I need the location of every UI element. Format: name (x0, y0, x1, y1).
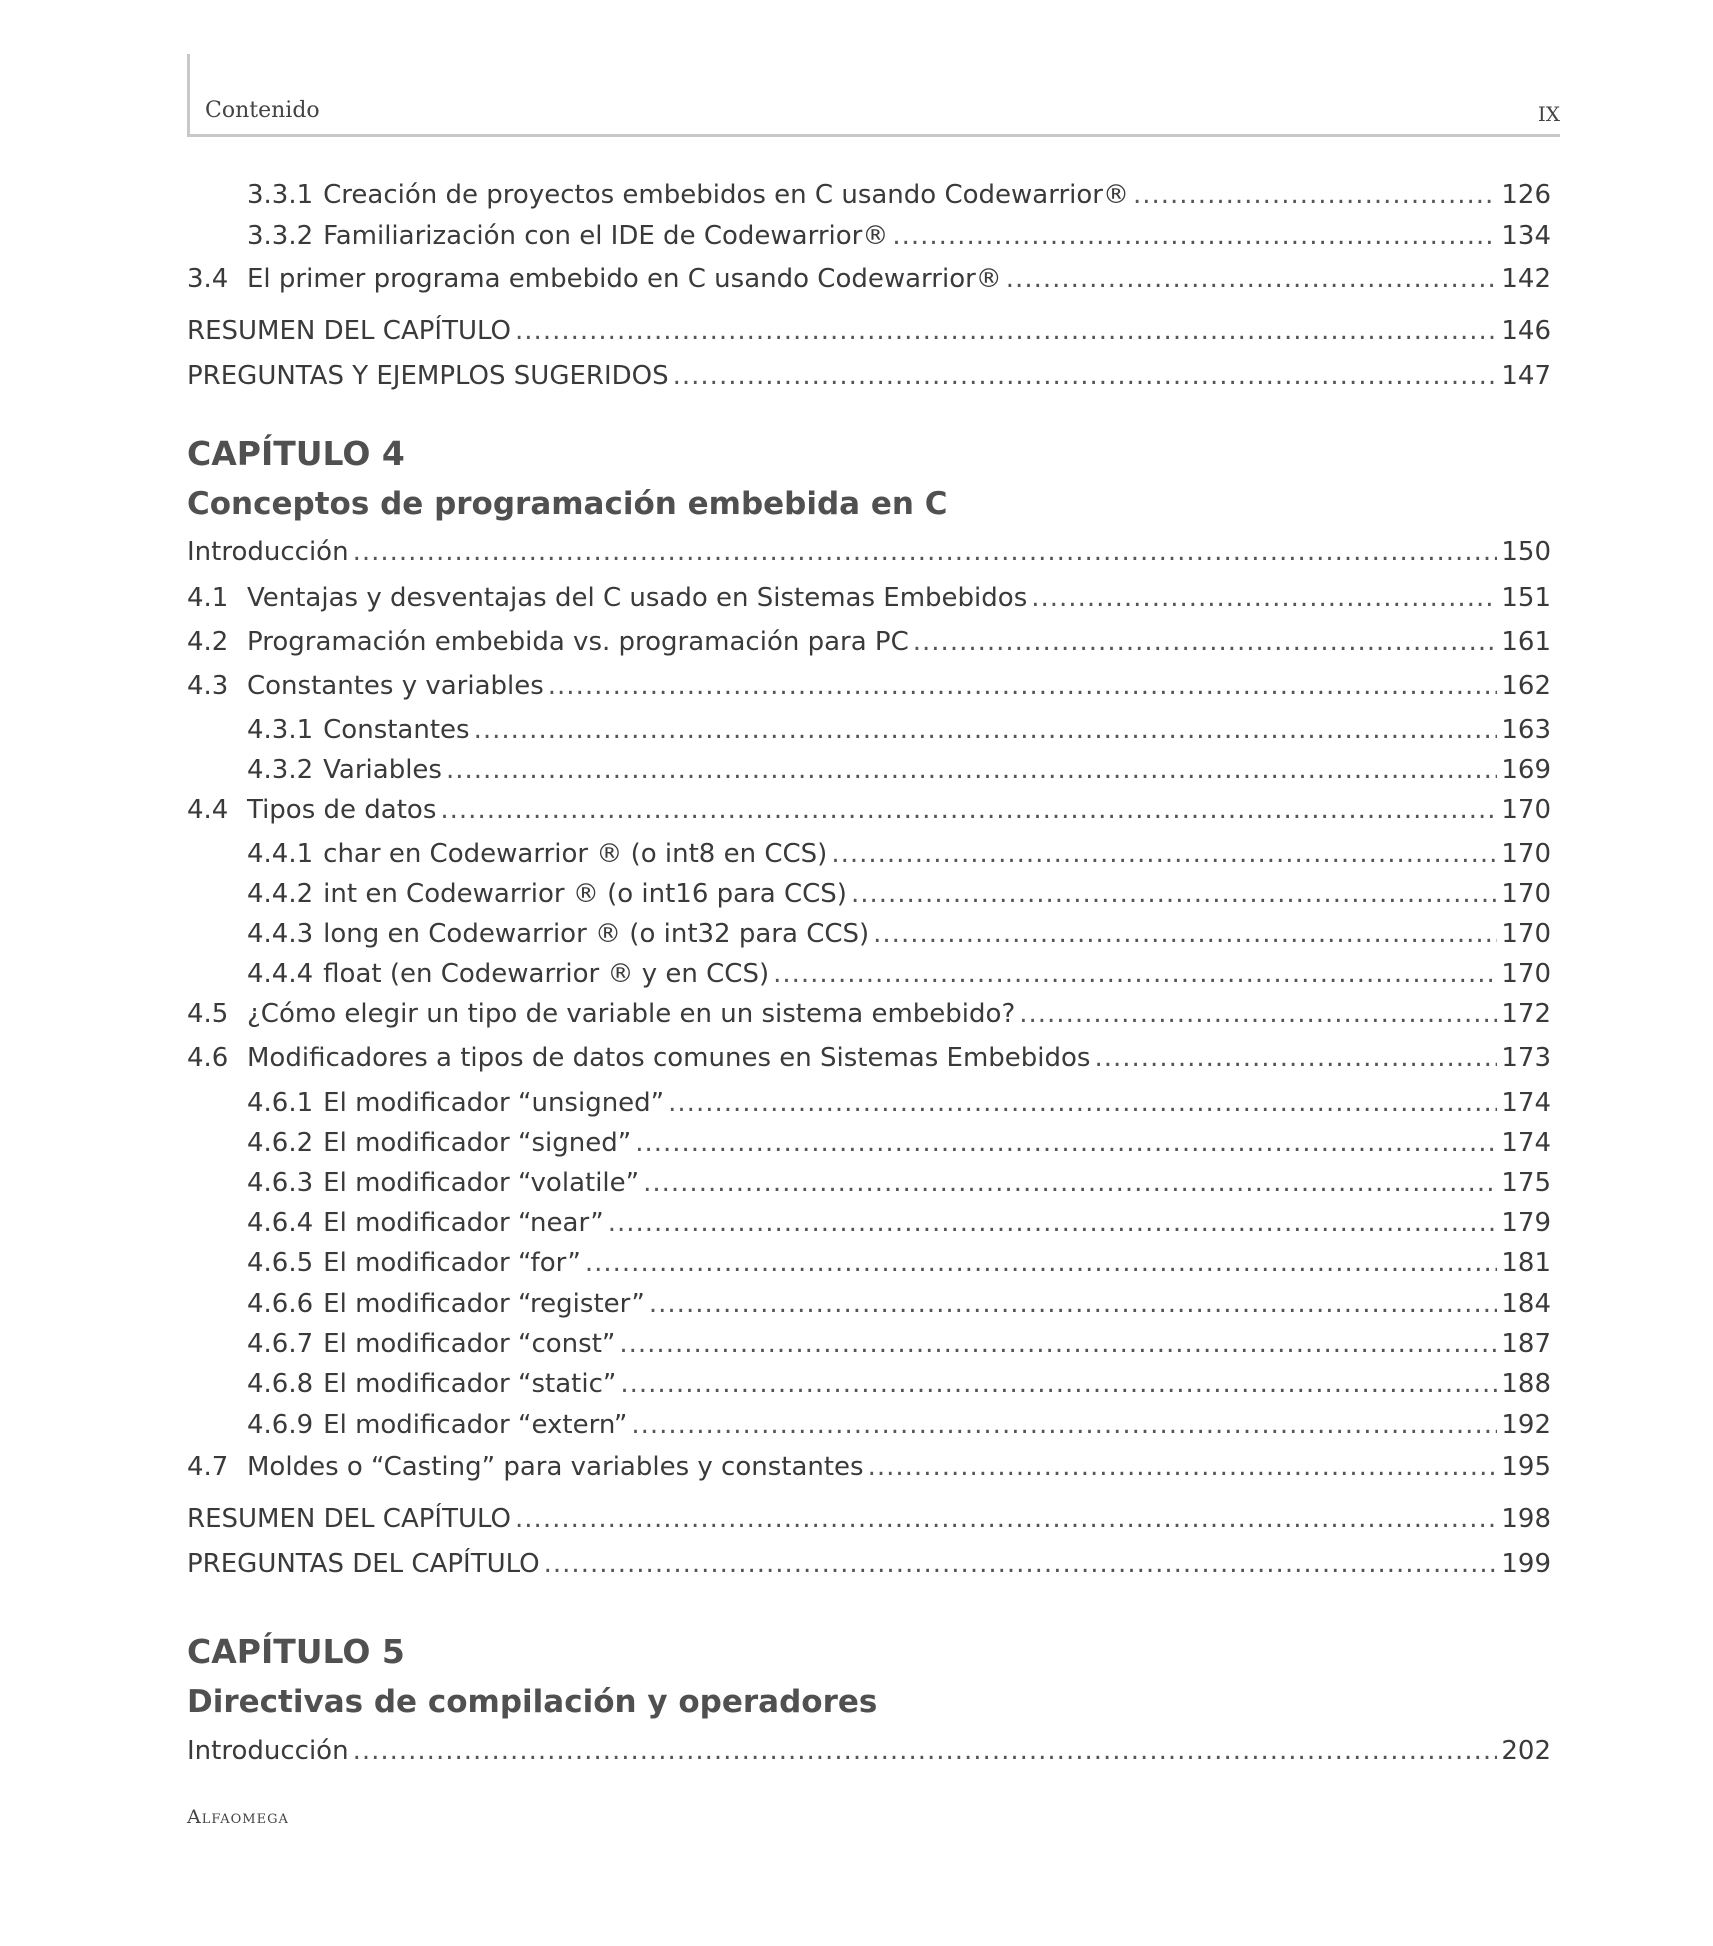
header-vertical-rule (187, 54, 190, 136)
toc-title: PREGUNTAS DEL CAPÍTULO (187, 1549, 540, 1579)
toc-entry[interactable] (247, 837, 1551, 871)
toc-number: 3.3.1 (247, 180, 314, 210)
toc-number: 4.4.2 (247, 879, 314, 909)
toc-title: Modificadores a tipos de datos comunes en Sistemas Embebidos (247, 1043, 1091, 1073)
toc-page: 126 (1501, 180, 1551, 210)
toc-page: 163 (1501, 715, 1551, 745)
toc-leader-dots (635, 1126, 1497, 1160)
toc-leader-dots (474, 713, 1497, 747)
toc-page: 195 (1501, 1452, 1551, 1482)
toc-leader-dots (1133, 178, 1497, 212)
toc-title: Introducción (187, 1736, 349, 1766)
toc-entry[interactable] (247, 753, 1551, 787)
toc-number: 4.6.4 (247, 1208, 314, 1238)
toc-page: 147 (1501, 361, 1551, 391)
toc-entry[interactable] (187, 1734, 1551, 1768)
toc-title: ¿Cómo elegir un tipo de variable en un sistema embebido? (247, 999, 1016, 1029)
toc-leader-dots (620, 1367, 1497, 1401)
toc-entry[interactable] (247, 1327, 1551, 1361)
toc-title: Constantes y variables (247, 671, 544, 701)
toc-leader-dots (619, 1327, 1497, 1361)
toc-number: 3.4 (187, 264, 229, 294)
toc-entry[interactable] (187, 793, 1551, 827)
toc-number: 4.6.9 (247, 1410, 314, 1440)
toc-title: El modificador “volatile” (323, 1168, 640, 1198)
toc-entry[interactable] (187, 1450, 1551, 1484)
toc-entry[interactable] (247, 1287, 1551, 1321)
toc-page: 161 (1501, 627, 1551, 657)
toc-number: 4.3.2 (247, 755, 314, 785)
chapter-5-label: CAPÍTULO 5 (187, 1632, 405, 1671)
toc-leader-dots (1031, 581, 1497, 615)
toc-title: char en Codewarrior ® (o int8 en CCS) (323, 839, 828, 869)
toc-entry[interactable] (187, 1547, 1551, 1581)
toc-page: 181 (1501, 1248, 1551, 1278)
toc-title: El modificador “extern” (323, 1410, 628, 1440)
chapter-4-label: CAPÍTULO 4 (187, 434, 405, 473)
toc-leader-dots (673, 359, 1497, 393)
toc-title: El modificador “unsigned” (323, 1088, 665, 1118)
toc-title: El modificador “near” (323, 1208, 604, 1238)
toc-leader-dots (851, 877, 1497, 911)
toc-title: Moldes o “Casting” para variables y constantes (247, 1452, 864, 1482)
toc-page: 151 (1501, 583, 1551, 613)
toc-number: 4.6.8 (247, 1369, 314, 1399)
toc-number: 4.4.3 (247, 919, 314, 949)
toc-page: 170 (1501, 879, 1551, 909)
header-title: Contenido (205, 98, 320, 123)
toc-leader-dots (643, 1166, 1497, 1200)
toc-leader-dots (1094, 1041, 1497, 1075)
toc-title: RESUMEN DEL CAPÍTULO (187, 316, 512, 346)
toc-number: 4.6.3 (247, 1168, 314, 1198)
toc-title: Introducción (187, 537, 349, 567)
toc-leader-dots (831, 837, 1497, 871)
toc-number: 4.6.7 (247, 1329, 314, 1359)
toc-number: 4.7 (187, 1452, 229, 1482)
toc-entry[interactable] (187, 314, 1551, 348)
toc-title: long en Codewarrior ® (o int32 para CCS) (323, 919, 870, 949)
toc-page: 199 (1501, 1549, 1551, 1579)
toc-title: float (en Codewarrior ® y en CCS) (323, 959, 770, 989)
toc-page: 169 (1501, 755, 1551, 785)
toc-number: 4.3.1 (247, 715, 314, 745)
toc-leader-dots (913, 625, 1497, 659)
toc-leader-dots (773, 957, 1497, 991)
toc-title: Familiarización con el IDE de Codewarrior® (323, 221, 889, 251)
toc-entry[interactable] (187, 625, 1551, 659)
toc-page: 202 (1501, 1736, 1551, 1766)
toc-title: Constantes (323, 715, 470, 745)
toc-leader-dots (585, 1246, 1497, 1280)
toc-page: 146 (1501, 316, 1551, 346)
toc-title: El modificador “for” (323, 1248, 581, 1278)
footer-publisher: Alfaomega (187, 1806, 289, 1828)
toc-page: 192 (1501, 1410, 1551, 1440)
toc-entry[interactable] (247, 957, 1551, 991)
toc-leader-dots (868, 1450, 1497, 1484)
toc-entry[interactable] (187, 359, 1551, 393)
toc-entry[interactable] (247, 1206, 1551, 1240)
toc-page: 170 (1501, 839, 1551, 869)
toc-entry[interactable] (187, 535, 1551, 569)
toc-number: 4.4.4 (247, 959, 314, 989)
toc-page: 175 (1501, 1168, 1551, 1198)
toc-number: 4.6 (187, 1043, 229, 1073)
toc-entry[interactable] (247, 1367, 1551, 1401)
toc-page: 174 (1501, 1088, 1551, 1118)
toc-entry[interactable] (247, 219, 1551, 253)
chapter-4-subtitle: Conceptos de programación embebida en C (187, 486, 948, 522)
toc-page: 198 (1501, 1504, 1551, 1534)
toc-title: Programación embebida vs. programación para PC (247, 627, 909, 657)
chapter-5-subtitle: Directivas de compilación y operadores (187, 1684, 878, 1720)
toc-leader-dots (353, 535, 1497, 569)
toc-title: El primer programa embebido en C usando Codewarrior® (247, 264, 1002, 294)
toc-leader-dots (873, 917, 1497, 951)
toc-entry[interactable] (247, 877, 1551, 911)
toc-number: 4.6.6 (247, 1289, 314, 1319)
toc-entry[interactable] (247, 1086, 1551, 1120)
toc-page: 174 (1501, 1128, 1551, 1158)
header-page-number: IX (1537, 102, 1560, 126)
toc-title: El modificador “register” (323, 1289, 645, 1319)
toc-number: 4.2 (187, 627, 229, 657)
toc-entry[interactable] (247, 1166, 1551, 1200)
toc-leader-dots (544, 1547, 1497, 1581)
toc-leader-dots (1019, 997, 1497, 1031)
toc-page: 173 (1501, 1043, 1551, 1073)
toc-leader-dots (548, 669, 1497, 703)
toc-page: 134 (1501, 221, 1551, 251)
toc-page: 162 (1501, 671, 1551, 701)
toc-leader-dots (892, 219, 1497, 253)
toc-title: Tipos de datos (247, 795, 437, 825)
toc-number: 4.6.5 (247, 1248, 314, 1278)
page-header (187, 96, 1560, 136)
toc-title: int en Codewarrior ® (o int16 para CCS) (323, 879, 847, 909)
toc-leader-dots (515, 1502, 1497, 1536)
toc-number: 4.6.2 (247, 1128, 314, 1158)
toc-entry[interactable] (247, 178, 1551, 212)
toc-page: 142 (1501, 264, 1551, 294)
toc-title: Creación de proyectos embebidos en C usando Codewarrior® (323, 180, 1129, 210)
toc-number: 4.4 (187, 795, 229, 825)
toc-title: El modificador “signed” (323, 1128, 632, 1158)
toc-entry[interactable] (187, 581, 1551, 615)
toc-number: 4.4.1 (247, 839, 314, 869)
toc-page: 187 (1501, 1329, 1551, 1359)
toc-entry[interactable] (247, 713, 1551, 747)
toc-entry[interactable] (247, 1408, 1551, 1442)
toc-leader-dots (1006, 262, 1497, 296)
header-horizontal-rule (187, 134, 1560, 137)
toc-title: Variables (323, 755, 442, 785)
toc-page: 170 (1501, 959, 1551, 989)
toc-leader-dots (515, 314, 1497, 348)
toc-page: 150 (1501, 537, 1551, 567)
toc-leader-dots (668, 1086, 1497, 1120)
toc-leader-dots (353, 1734, 1497, 1768)
toc-number: 4.3 (187, 671, 229, 701)
toc-page: 170 (1501, 919, 1551, 949)
toc-page: 179 (1501, 1208, 1551, 1238)
toc-entry[interactable] (247, 1246, 1551, 1280)
toc-page: 172 (1501, 999, 1551, 1029)
toc-entry[interactable] (187, 1502, 1551, 1536)
toc-leader-dots (649, 1287, 1497, 1321)
toc-title: PREGUNTAS Y EJEMPLOS SUGERIDOS (187, 361, 669, 391)
toc-entry[interactable] (247, 1126, 1551, 1160)
toc-entry[interactable] (247, 917, 1551, 951)
toc-number: 4.6.1 (247, 1088, 314, 1118)
toc-page: 170 (1501, 795, 1551, 825)
toc-leader-dots (440, 793, 1497, 827)
toc-entry[interactable] (187, 262, 1551, 296)
toc-entry[interactable] (187, 997, 1551, 1031)
toc-number: 4.1 (187, 583, 229, 613)
toc-title: El modificador “static” (323, 1369, 617, 1399)
toc-number: 4.5 (187, 999, 229, 1029)
toc-title: RESUMEN DEL CAPÍTULO (187, 1504, 512, 1534)
toc-title: Ventajas y desventajas del C usado en Sistemas Embebidos (247, 583, 1028, 613)
toc-number: 3.3.2 (247, 221, 314, 251)
toc-entry[interactable] (187, 1041, 1551, 1075)
toc-title: El modificador “const” (323, 1329, 616, 1359)
toc-page: 188 (1501, 1369, 1551, 1399)
toc-leader-dots (446, 753, 1497, 787)
toc-leader-dots (631, 1408, 1497, 1442)
toc-page: 184 (1501, 1289, 1551, 1319)
toc-entry[interactable] (187, 669, 1551, 703)
toc-leader-dots (608, 1206, 1497, 1240)
